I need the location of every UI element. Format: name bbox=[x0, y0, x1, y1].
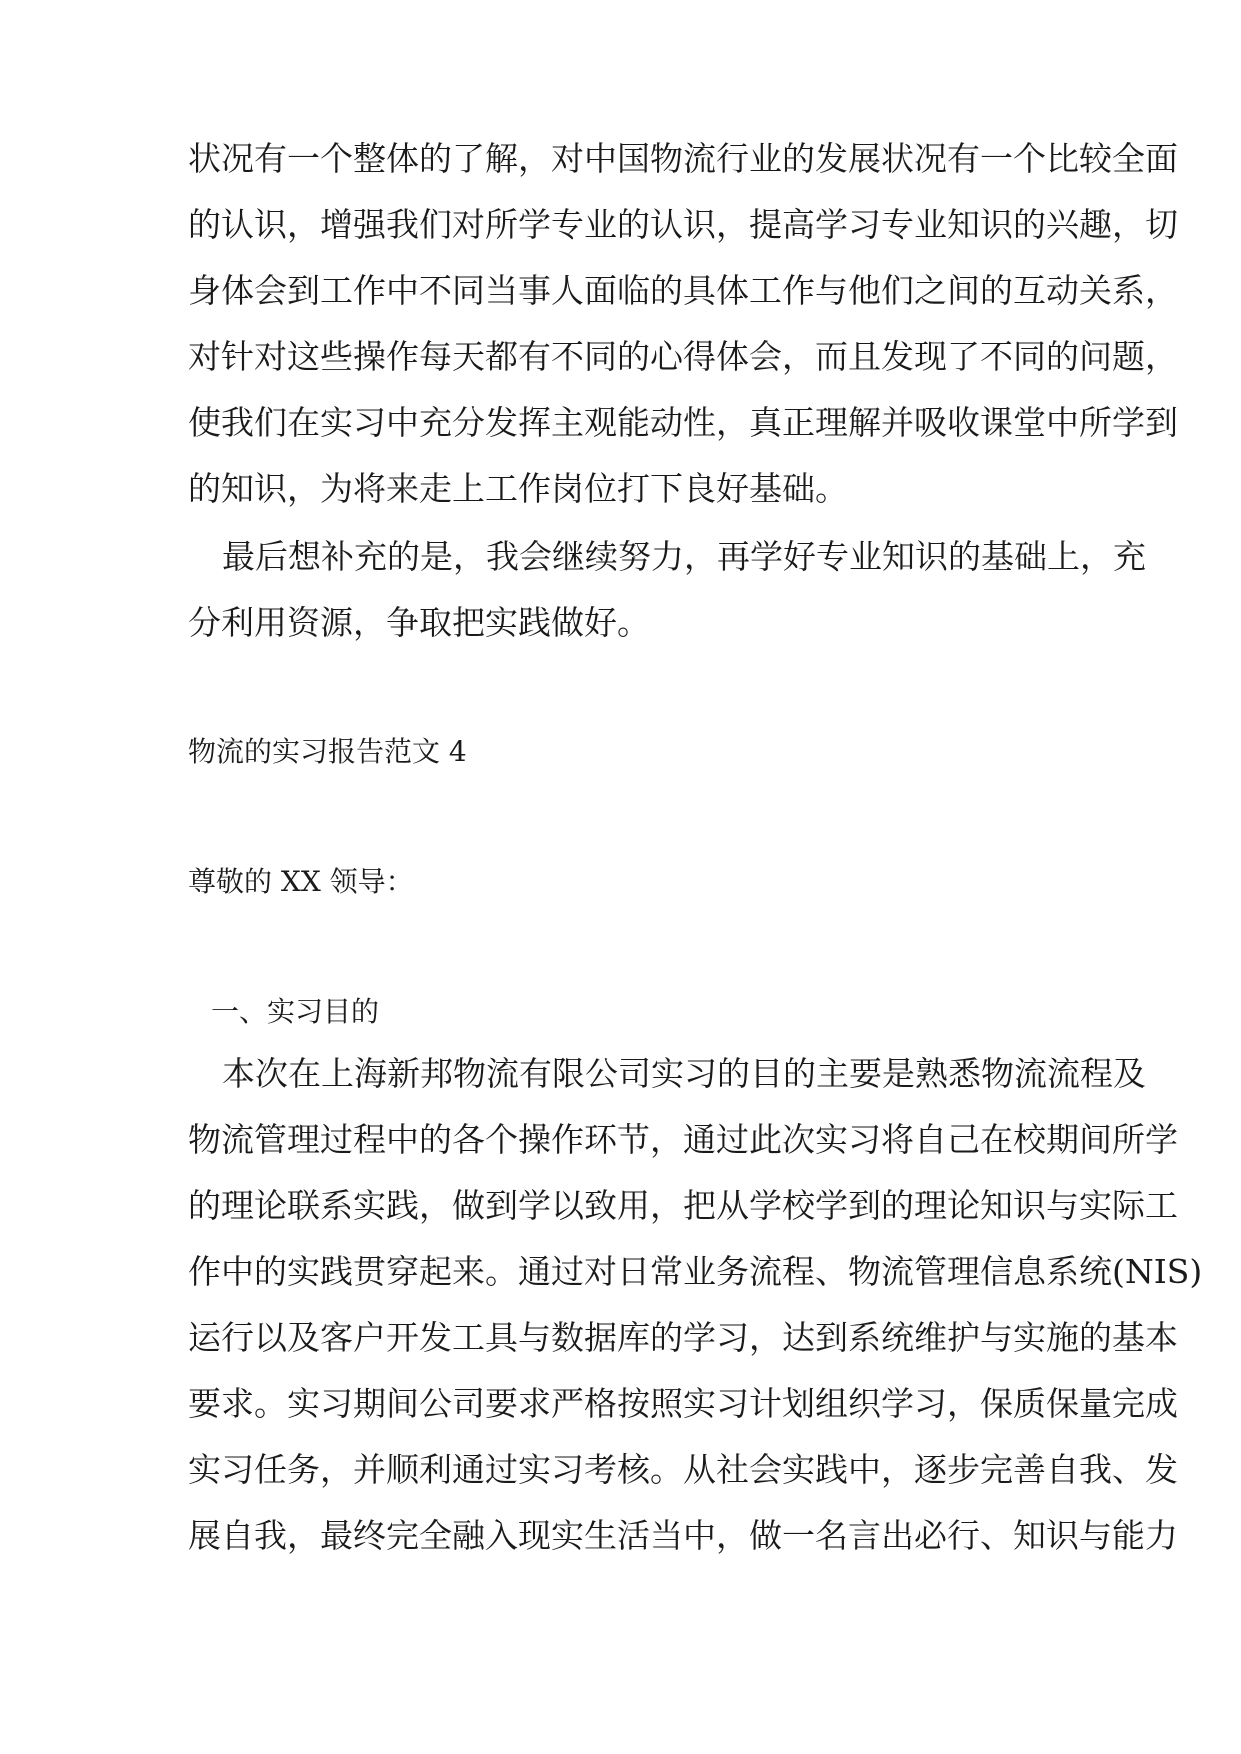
paragraph-line: 对针对这些操作每天都有不同的心得体会，而且发现了不同的问题， bbox=[188, 337, 1178, 376]
salutation: 尊敬的 XX 领导： bbox=[188, 865, 414, 898]
paragraph-line: 的知识，为将来走上工作岗位打下良好基础。 bbox=[188, 469, 848, 508]
paragraph-line: 的理论联系实践，做到学以致用，把从学校学到的理论知识与实际工 bbox=[188, 1186, 1178, 1225]
section-title: 物流的实习报告范文 4 bbox=[188, 735, 467, 768]
paragraph-line: 本次在上海新邦物流有限公司实习的目的主要是熟悉物流流程及 bbox=[222, 1054, 1146, 1093]
paragraph-line: 物流管理过程中的各个操作环节，通过此次实习将自己在校期间所学 bbox=[188, 1120, 1178, 1159]
paragraph-line: 最后想补充的是，我会继续努力，再学好专业知识的基础上，充 bbox=[222, 537, 1146, 576]
paragraph-line: 身体会到工作中不同当事人面临的具体工作与他们之间的互动关系， bbox=[188, 271, 1178, 310]
paragraph-line: 作中的实践贯穿起来。通过对日常业务流程、物流管理信息系统(NIS) bbox=[188, 1252, 1203, 1291]
paragraph-line: 实习任务，并顺利通过实习考核。从社会实践中，逐步完善自我、发 bbox=[188, 1450, 1178, 1489]
paragraph-line: 的认识，增强我们对所学专业的认识，提高学习专业知识的兴趣，切 bbox=[188, 205, 1178, 244]
paragraph-line: 要求。实习期间公司要求严格按照实习计划组织学习，保质保量完成 bbox=[188, 1384, 1178, 1423]
paragraph-line: 运行以及客户开发工具与数据库的学习，达到系统维护与实施的基本 bbox=[188, 1318, 1178, 1357]
subheading: 一、实习目的 bbox=[211, 995, 380, 1028]
paragraph-line: 状况有一个整体的了解，对中国物流行业的发展状况有一个比较全面 bbox=[188, 139, 1178, 178]
paragraph-line: 分利用资源，争取把实践做好。 bbox=[188, 603, 650, 642]
paragraph-line: 展自我，最终完全融入现实生活当中，做一名言出必行、知识与能力 bbox=[188, 1516, 1178, 1555]
paragraph-line: 使我们在实习中充分发挥主观能动性，真正理解并吸收课堂中所学到 bbox=[188, 403, 1178, 442]
